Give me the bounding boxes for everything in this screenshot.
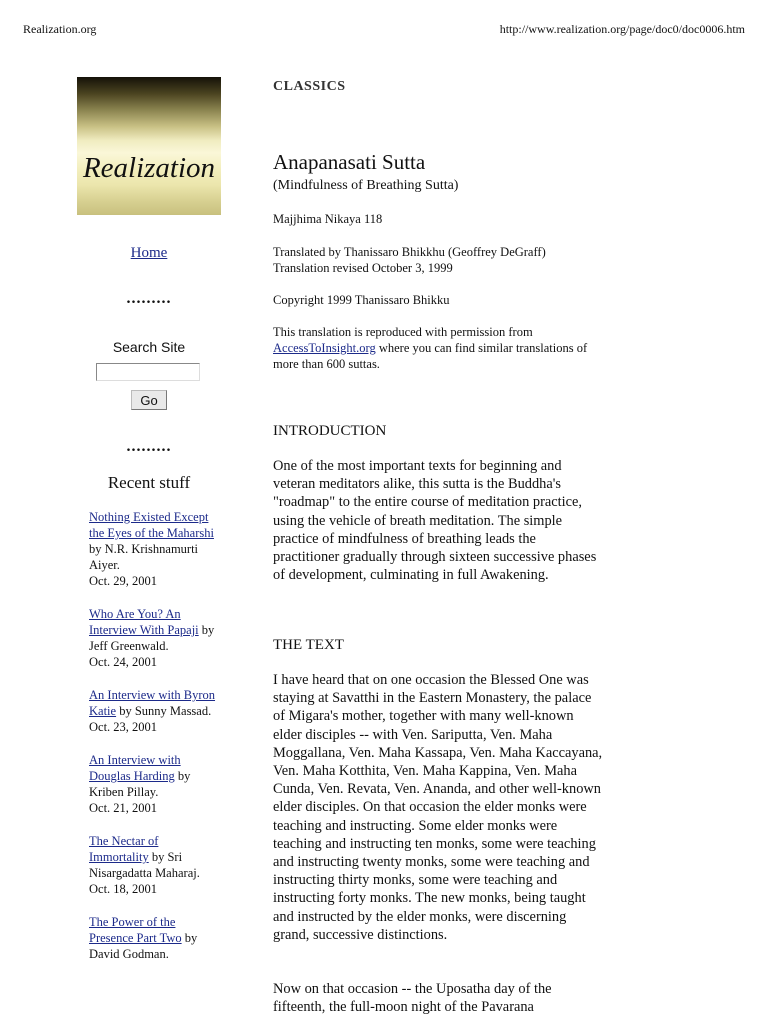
introduction-heading: INTRODUCTION [273, 423, 387, 439]
page-title: Anapanasati Sutta [273, 150, 426, 174]
recent-stuff-heading: Recent stuff [107, 473, 191, 492]
realization-logo[interactable] [77, 77, 221, 215]
recent-author: by David Godman. [89, 931, 198, 961]
permission-note [273, 324, 603, 372]
list-item [89, 752, 219, 816]
recent-date: Oct. 23, 2001 [89, 720, 158, 734]
recent-link[interactable]: An Interview with Douglas Harding [89, 753, 181, 783]
access-to-insight-link[interactable]: AccessToInsight.org [273, 341, 376, 355]
recent-author: by Sunny Massad. [116, 704, 212, 718]
copyright: Copyright 1999 Thanissaro Bhikku [273, 293, 450, 307]
recent-link[interactable]: An Interview with Byron Katie [89, 688, 216, 718]
text-paragraph: Now on that occasion -- the Uposatha day of the fifteenth, the full-moon night of the Pavarana [273, 981, 552, 1016]
logo-wordmark [77, 77, 221, 215]
recent-author: by Jeff Greenwald. [89, 623, 215, 653]
introduction-paragraph: One of the most important texts for beginning and veteran meditators alike, this sutta is the Buddha's "roadmap" to the entire course of meditation practice, using the vehicle of breath meditation. The simple practice of mindfulness of breathing leads the practitioner gradually through sixteen successive phases of development, culminating in full Awakening. [273, 458, 597, 584]
recent-date: Oct. 24, 2001 [89, 655, 158, 669]
permission-text: where you can find similar translations of more than 600 suttas. [273, 341, 588, 371]
recent-link[interactable]: The Power of the Presence Part Two [89, 915, 182, 945]
translator: Translated by Thanissaro Bhikkhu (Geoffrey DeGraff) [273, 245, 546, 259]
recent-link[interactable]: Nothing Existed Except the Eyes of the Maharshi [89, 510, 214, 540]
home-link[interactable]: Home [130, 245, 168, 261]
recent-list [89, 509, 219, 979]
list-item [89, 687, 219, 735]
translation-credit [273, 244, 613, 276]
section-label: CLASSICS [273, 79, 346, 94]
search-label: Search Site [112, 339, 186, 355]
go-button[interactable]: Go [131, 390, 167, 410]
home-link-wrap [60, 245, 238, 262]
list-item [89, 914, 219, 962]
text-heading: THE TEXT [273, 637, 344, 653]
search-input[interactable] [96, 363, 200, 381]
revision-date: Translation revised October 3, 1999 [273, 261, 453, 275]
page-subtitle: (Mindfulness of Breathing Sutta) [273, 178, 459, 193]
source-reference: Majjhima Nikaya 118 [273, 212, 383, 226]
list-item [89, 606, 219, 670]
recent-author: by N.R. Krishnamurti Aiyer. [89, 542, 199, 572]
separator-dots: ......... [126, 438, 172, 455]
recent-author: by Kriben Pillay. [89, 769, 191, 799]
recent-author: by Sri Nisargadatta Maharaj. [89, 850, 200, 880]
logo-text: Realization [82, 152, 216, 184]
separator-dots: ......... [126, 290, 172, 307]
list-item [89, 509, 219, 589]
site-name: Realization.org [23, 22, 97, 36]
page-url: http://www.realization.org/page/doc0/doc0006.htm [499, 22, 745, 36]
recent-link[interactable]: Who Are You? An Interview With Papaji [89, 607, 199, 637]
recent-link[interactable]: The Nectar of Immortality [89, 834, 159, 864]
text-paragraph: I have heard that on one occasion the Blessed One was staying at Savatthi in the Eastern Monastery, the palace of Migara's mother, together with many well-known elder disciples -- with Ven. Sariputta, Ven. Maha Moggallana, Ven. Maha Kassapa, Ven. Maha Kaccayana, Ven. Maha Kotthita, Ven. Maha Kappina, Ven. Maha Cunda, Ven. Revata, Ven. Ananda, and other well-known elder disciples. On that occasion the elder monks were teaching and instructing. Some elder monks were teaching and instructing ten monks, some were teaching and instructing twenty monks, some were teaching and instructing thirty monks, some were teaching and instructing forty monks. The new monks, being taught and instructed by the elder monks, were discerning grand, successive distinctions. [273, 672, 603, 943]
recent-date: Oct. 21, 2001 [89, 801, 158, 815]
permission-text: This translation is reproduced with permission from [273, 325, 533, 339]
recent-date: Oct. 29, 2001 [89, 574, 158, 588]
recent-date: Oct. 18, 2001 [89, 882, 158, 896]
list-item [89, 833, 219, 897]
